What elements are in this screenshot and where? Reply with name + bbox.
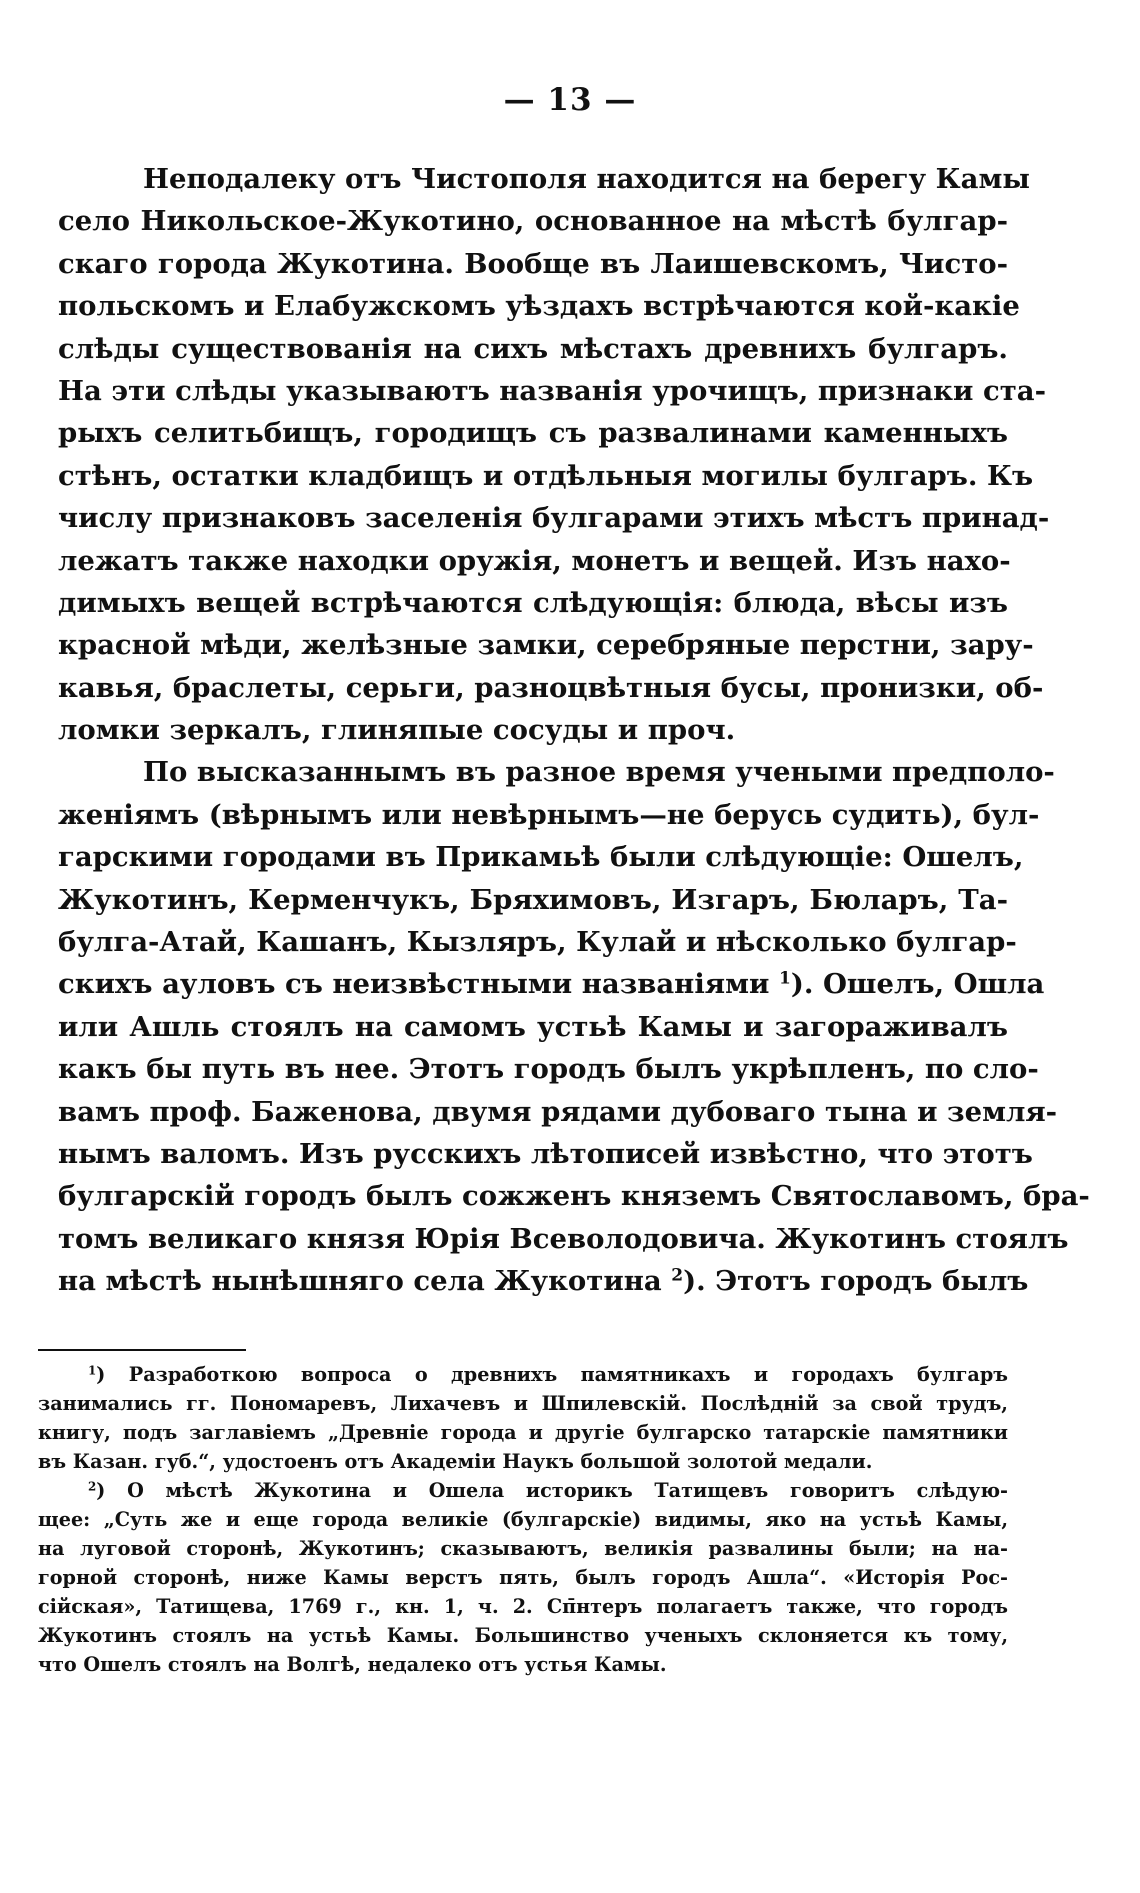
footnote-line: сійская», Татищева, 1769 г., кн. 1, ч. 2. Сп̄нтеръ полагаетъ также, что городъ — [38, 1595, 1008, 1618]
text-line-main: на мѣстѣ нынѣшняго села Жукотина — [58, 1265, 662, 1298]
footnote-mark-1: 1 — [88, 1363, 97, 1378]
text-line: слѣды существованія на сихъ мѣстахъ древнихъ булгаръ. — [58, 332, 1008, 365]
footnotes — [38, 1360, 1008, 1679]
text-line-main: скихъ ауловъ съ неизвѣстными названіями — [58, 968, 770, 1001]
text-line: Жукотинъ, Керменчукъ, Бряхимовъ, Изгаръ, Бюларъ, Та- — [58, 883, 1008, 916]
text-line: гарскими городами въ Прикамьѣ были слѣдующіе: Ошелъ, — [58, 841, 1024, 874]
footnote-line: $^1$) Разработкою вопроса о древнихъ памятникахъ и городахъ булгаръ — [88, 1363, 1008, 1386]
footnote-line: Жукотинъ стоялъ на устьѣ Камы. Большинство ученыхъ склоняется къ тому, — [38, 1624, 1008, 1647]
text-line — [58, 963, 1045, 1005]
text-line: или Ашль стоялъ на самомъ устьѣ Камы и загораживалъ — [58, 1010, 1008, 1043]
text-line-tail: ). Ошелъ, Ошла — [790, 968, 1045, 1001]
footnote-text: О мѣстѣ Жукотина и Ошела историкъ Татищевъ говоритъ слѣдую- — [127, 1479, 1008, 1502]
text-line: На эти слѣды указываютъ названія урочищъ, признаки ста- — [58, 374, 1046, 407]
footnote-ref-1: 1 — [778, 969, 791, 990]
page-number: — 13 — — [503, 82, 637, 118]
text-line: По высказаннымъ въ разное время учеными предполо- — [143, 756, 1055, 789]
text-line: булгарскій городъ былъ сожженъ княземъ Святославомъ, бра- — [58, 1180, 1090, 1213]
text-line: село Никольское-Жукотино, основанное на мѣстѣ булгар- — [58, 205, 1008, 238]
text-line: рыхъ селитьбищъ, городищъ съ развалинами каменныхъ — [58, 417, 1008, 450]
footnote-line: на луговой сторонѣ, Жукотинъ; сказываютъ, великія развалины были; на на- — [38, 1537, 1008, 1560]
footnote-line: въ Казан. губ.“, удостоенъ отъ Академіи Наукъ большой золотой медали. — [38, 1450, 873, 1473]
text-line: томъ великаго князя Юрія Всеволодовича. Жукотинъ стоялъ — [58, 1222, 1069, 1255]
footnote-ref-2: 2 — [671, 1265, 684, 1286]
footnote-divider — [38, 1349, 246, 1351]
footnote-mark-2: 2 — [88, 1479, 97, 1494]
text-line: скаго города Жукотина. Вообще въ Лаишевскомъ, Чисто- — [58, 247, 1008, 280]
text-line: женіямъ (вѣрнымъ или невѣрнымъ—не берусь судить), бул- — [58, 798, 1040, 831]
text-line: кавья, браслеты, серьги, разноцвѣтныя бусы, пронизки, об- — [58, 671, 1044, 704]
footnote-line: занимались гг. Пономаревъ, Лихачевъ и Шпилевскій. Послѣдній за свой трудъ, — [38, 1392, 1008, 1415]
text-line: нымъ валомъ. Изъ русскихъ лѣтописей извѣстно, что этотъ — [58, 1137, 1033, 1170]
text-line: булга-Атай, Кашанъ, Кызляръ, Кулай и нѣсколько булгар- — [58, 926, 1017, 959]
footnote-text: Разработкою вопроса о древнихъ памятникахъ и городахъ булгаръ — [128, 1363, 1008, 1386]
text-line: лежатъ также находки оружія, монетъ и вещей. Изъ нахо- — [58, 544, 1011, 577]
text-line: числу признаковъ заселенія булгарами этихъ мѣстъ принад- — [58, 502, 1050, 535]
text-line: красной мѣди, желѣзные замки, серебряные перстни, зару- — [58, 629, 1034, 662]
footnote-line: $^2$) О мѣстѣ Жукотина и Ошела историкъ Татищевъ говоритъ слѣдую- — [88, 1479, 1008, 1502]
text-line: ломки зеркалъ, глиняпые сосуды и проч. — [58, 714, 736, 747]
text-line: Неподалеку отъ Чистополя находится на берегу Камы — [143, 163, 1030, 195]
body-text — [58, 158, 1090, 1303]
text-line: вамъ проф. Баженова, двумя рядами дубоваго тына и земля- — [58, 1095, 1058, 1128]
text-line: димыхъ вещей встрѣчаются слѣдующія: блюда, вѣсы изъ — [58, 586, 1008, 619]
footnote-line: горной сторонѣ, ниже Камы верстъ пять, былъ городъ Ашла“. «Исторія Рос- — [38, 1566, 1008, 1589]
footnote-line: книгу, подъ заглавіемъ „Древніе города и другіе булгарско татарскіе памятники — [38, 1421, 1008, 1444]
footnote-line: щее: „Суть же и еще города великіе (булгарскіе) видимы, яко на устьѣ Камы, — [38, 1508, 1008, 1531]
text-line: польскомъ и Елабужскомъ уѣздахъ встрѣчаются кой-какіе — [58, 290, 1020, 323]
text-line: какъ бы путь въ нее. Этотъ городъ былъ укрѣпленъ, по сло- — [58, 1053, 1039, 1086]
text-line-tail: ). Этотъ городъ былъ — [683, 1265, 1029, 1298]
text-line — [58, 1260, 1029, 1302]
footnote-line: что Ошелъ стоялъ на Волгѣ, недалеко отъ устья Камы. — [38, 1653, 667, 1676]
text-line: стѣнъ, остатки кладбищъ и отдѣльныя могилы булгаръ. Къ — [58, 459, 1034, 492]
